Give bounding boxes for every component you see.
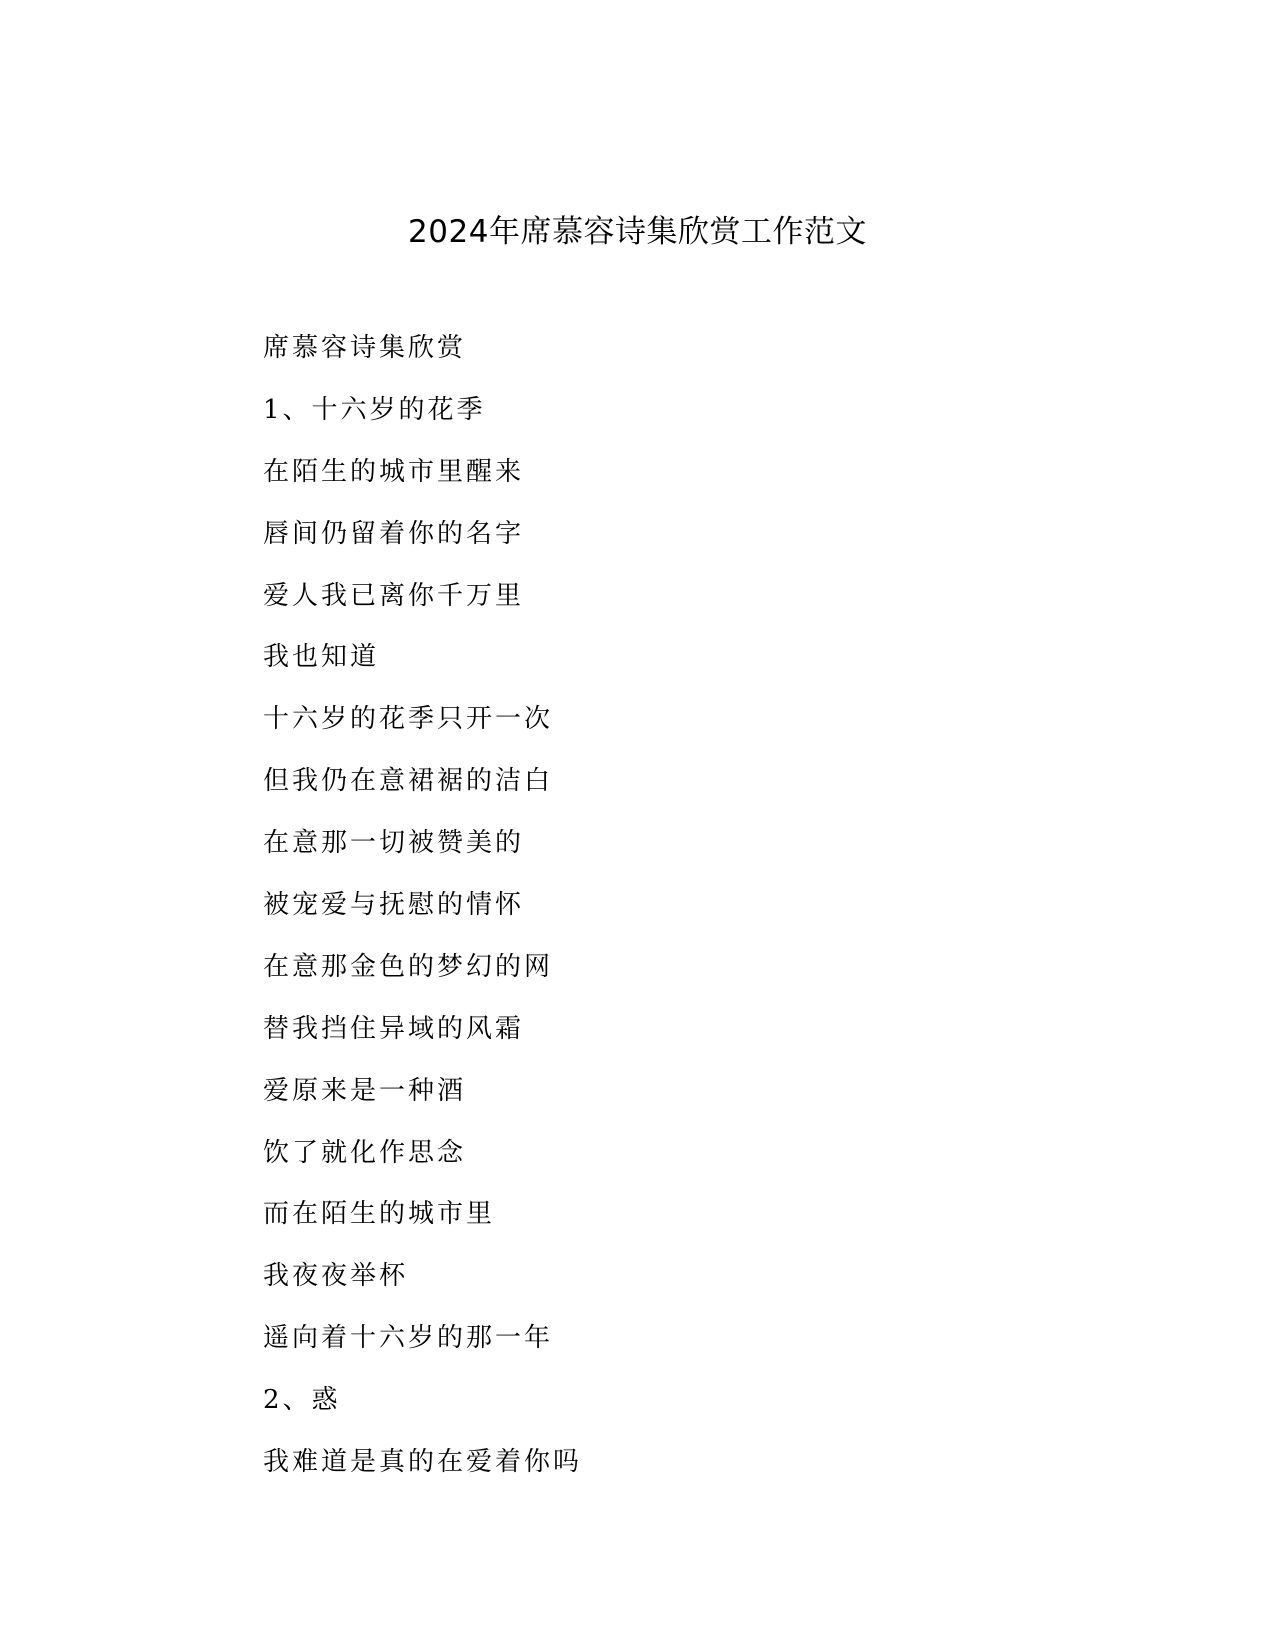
body-line: 席慕容诗集欣赏 xyxy=(263,333,467,363)
body-line: 在陌生的城市里醒来 xyxy=(263,456,525,487)
body-line: 在意那一切被赞美的 xyxy=(263,828,525,859)
body-line: 被宠爱与抚慰的情怀 xyxy=(263,890,525,921)
body-line: 唇间仍留着你的名字 xyxy=(263,518,525,549)
body-line: 在意那金色的梦幻的网 xyxy=(263,951,554,982)
document-title: 2024年席慕容诗集欣赏工作范文 xyxy=(408,214,867,250)
body-line: 我难道是真的在爱着你吗 xyxy=(263,1447,583,1478)
body-line: 2、惑 xyxy=(263,1385,341,1416)
body-line: 遥向着十六岁的那一年 xyxy=(263,1323,554,1354)
body-line: 饮了就化作思念 xyxy=(263,1137,467,1168)
body-line: 爱人我已离你千万里 xyxy=(263,580,525,611)
body-line: 1、十六岁的花季 xyxy=(263,394,486,425)
body-line: 替我挡住异域的风霜 xyxy=(263,1013,525,1044)
body-line: 但我仍在意裙裾的洁白 xyxy=(263,766,554,797)
body-line: 十六岁的花季只开一次 xyxy=(263,704,554,735)
document-body xyxy=(263,328,1063,1504)
body-line: 爱原来是一种酒 xyxy=(263,1075,467,1106)
body-line: 我夜夜举杯 xyxy=(263,1261,409,1292)
body-line: 而在陌生的城市里 xyxy=(263,1199,496,1230)
body-line: 我也知道 xyxy=(263,642,380,673)
